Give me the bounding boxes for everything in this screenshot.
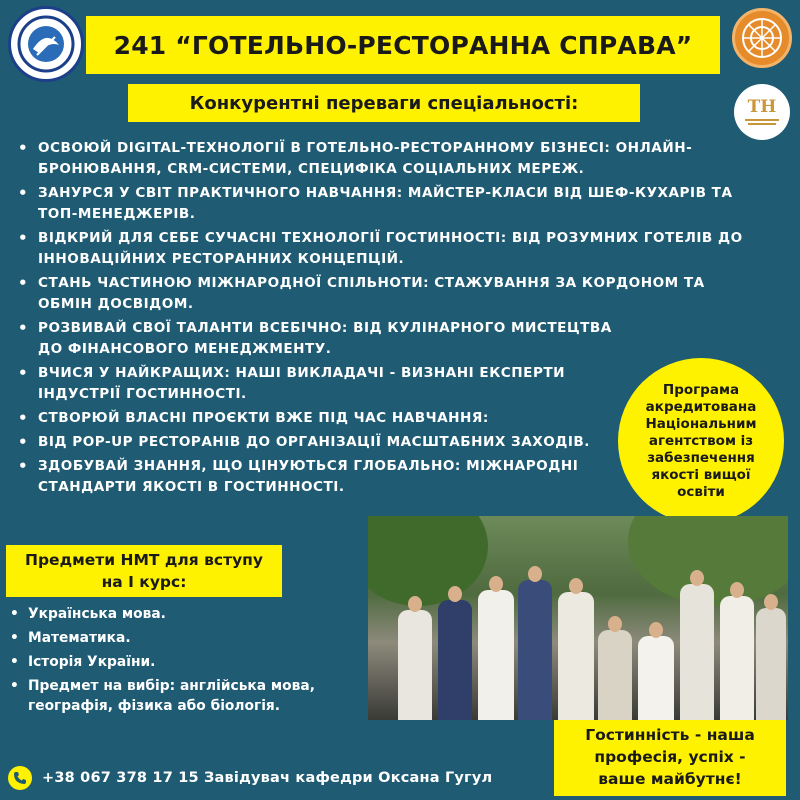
photo-person <box>598 630 632 720</box>
phone-icon <box>8 766 32 790</box>
section-subtitle: Конкурентні переваги спеціальності: <box>128 84 640 122</box>
contact-line <box>8 764 492 792</box>
list-item: • ВІДКРИЙ ДЛЯ СЕБЕ СУЧАСНІ ТЕХНОЛОГІЇ ГОСТИННОСТІ: ВІД РОЗУМНИХ ГОТЕЛІВ ДО ІННОВАЦІЙНИХ РЕСТОРАННИХ КОНЦЕПЦІЙ. <box>18 228 760 270</box>
list-item: • Українська мова. <box>10 604 366 624</box>
subjects-list <box>10 604 366 720</box>
photo-person <box>680 584 714 720</box>
photo-head <box>408 596 422 612</box>
list-item: • СТВОРЮЙ ВЛАСНІ ПРОЄКТИ ВЖЕ ПІД ЧАС НАВЧАННЯ: <box>18 408 618 429</box>
photo-person <box>478 590 514 720</box>
photo-head <box>730 582 744 598</box>
accreditation-badge: Програма акредитована Національним агентством із забезпечення якості вищої освіти <box>618 358 784 524</box>
photo-person <box>558 592 594 720</box>
photo-person <box>398 610 432 720</box>
photo-head <box>448 586 462 602</box>
list-item: • Історія України. <box>10 652 366 672</box>
photo-person <box>638 636 674 720</box>
contact-text: +38 067 378 17 15 Завідувач кафедри Оксана Гугул <box>42 770 493 786</box>
list-item: • ВІД POP-UP РЕСТОРАНІВ ДО ОРГАНІЗАЦІЇ МАСШТАБНИХ ЗАХОДІВ. <box>18 432 618 453</box>
photo-person <box>720 596 754 720</box>
photo-head <box>764 594 778 610</box>
photo-person <box>518 580 552 720</box>
list-item: • ОСВОЮЙ DIGITAL-ТЕХНОЛОГІЇ В ГОТЕЛЬНО-РЕСТОРАННОМУ БІЗНЕСІ: ОНЛАЙН-БРОНЮВАННЯ, CRM-СИСТЕМИ, СПЕЦИФІКА СОЦІАЛЬНИХ МЕРЕЖ. <box>18 138 760 180</box>
photo-head <box>649 622 663 638</box>
faculty-logo <box>732 8 792 68</box>
list-item: • ЗДОБУВАЙ ЗНАННЯ, ЩО ЦІНУЮТЬСЯ ГЛОБАЛЬНО: МІЖНАРОДНІ СТАНДАРТИ ЯКОСТІ В ГОСТИННОСТІ. <box>18 456 618 498</box>
photo-person <box>756 608 786 720</box>
list-item: • РОЗВИВАЙ СВОЇ ТАЛАНТИ ВСЕБІЧНО: ВІД КУЛІНАРНОГО МИСТЕЦТВА ДО ФІНАНСОВОГО МЕНЕДЖМЕНТУ. <box>18 318 618 360</box>
logo-line-icon <box>748 123 776 125</box>
department-logo-label: TH <box>747 97 777 117</box>
list-item: • СТАНЬ ЧАСТИНОЮ МІЖНАРОДНОЇ СПІЛЬНОТИ: СТАЖУВАННЯ ЗА КОРДОНОМ ТА ОБМІН ДОСВІДОМ. <box>18 273 760 315</box>
list-item: • ВЧИСЯ У НАЙКРАЩИХ: НАШІ ВИКЛАДАЧІ - ВИЗНАНІ ЕКСПЕРТИ ІНДУСТРІЇ ГОСТИННОСТІ. <box>18 363 618 405</box>
photo-tree <box>368 516 488 606</box>
photo-head <box>608 616 622 632</box>
photo-person <box>438 600 472 720</box>
photo-head <box>528 566 542 582</box>
photo-head <box>489 576 503 592</box>
photo-head <box>690 570 704 586</box>
list-item: • ЗАНУРСЯ У СВІТ ПРАКТИЧНОГО НАВЧАННЯ: МАЙСТЕР-КЛАСИ ВІД ШЕФ-КУХАРІВ ТА ТОП-МЕНЕДЖЕРІВ. <box>18 183 760 225</box>
page-title: 241 “ГОТЕЛЬНО-РЕСТОРАННА СПРАВА” <box>86 16 720 74</box>
logo-line-icon <box>745 119 779 121</box>
slogan-box: Гостинність - наша професія, успіх - ваше майбутнє! <box>554 720 786 796</box>
university-logo <box>8 6 84 82</box>
list-item: • Предмет на вибір: англійська мова, географія, фізика або біологія. <box>10 676 366 716</box>
list-item: • Математика. <box>10 628 366 648</box>
group-photo <box>368 516 788 720</box>
photo-head <box>569 578 583 594</box>
department-logo <box>734 84 790 140</box>
subjects-heading: Предмети НМТ для вступу на І курс: <box>6 545 282 597</box>
compass-emblem-icon <box>740 16 784 60</box>
university-emblem-icon <box>17 15 75 73</box>
